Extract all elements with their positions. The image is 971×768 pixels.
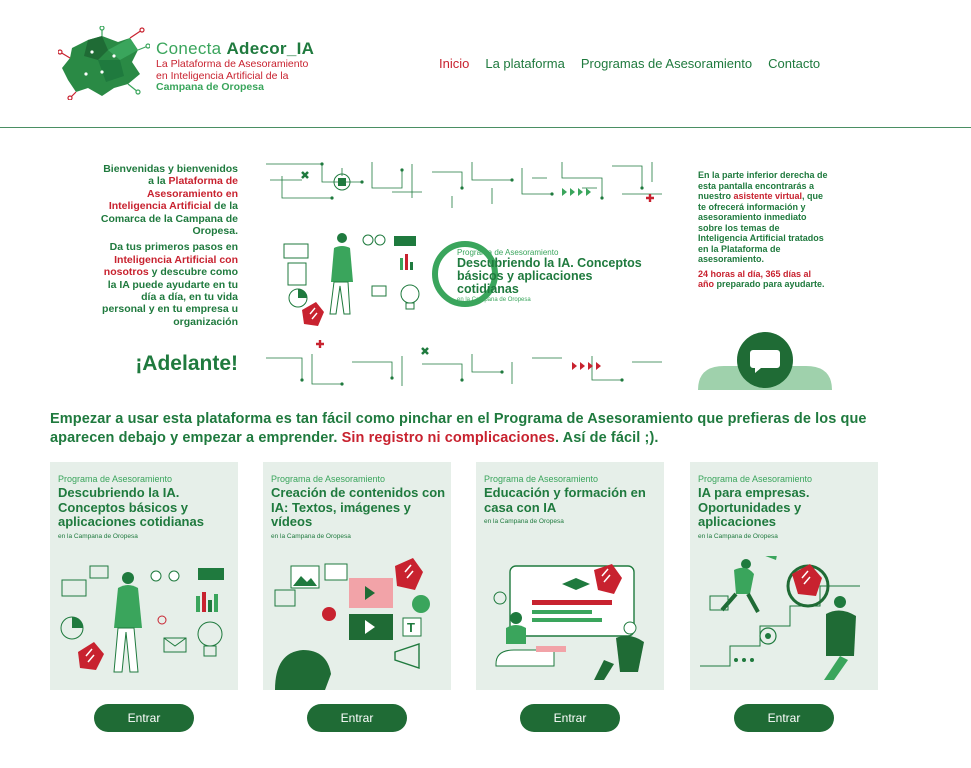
person-phone-illustration <box>284 233 419 326</box>
welcome-paragraph-1: Bienvenidas y bienvenidos a la Plataforma de Asesoramiento en Inteligencia Artificial de la Comarca de la Campana de Oropesa. <box>100 163 238 238</box>
brand-title: Conecta Adecor_IA <box>156 39 315 58</box>
card-title: IA para empresas. Oportunidades y aplicaciones en la Campana de Oropesa <box>698 486 874 544</box>
brand-subtitle: La Plataforma de Asesoramiento <box>156 58 309 70</box>
chat-bubble-icon[interactable] <box>737 332 793 388</box>
brand-subtitle-line2: en Inteligencia Artificial de la <box>156 70 289 82</box>
card-pre: Programa de Asesoramiento <box>698 474 813 484</box>
card-illustration <box>476 556 664 690</box>
program-card-descubriendo[interactable] <box>50 462 238 690</box>
video-caption-pre: Programa de Asesoramiento <box>457 248 559 257</box>
welcome-text <box>96 163 238 328</box>
card-illustration <box>263 556 451 690</box>
nav-item-la-plataforma[interactable]: La plataforma <box>485 56 565 71</box>
video-caption-title: Descubriendo la IA. Conceptos básicos y aplicaciones cotidianas <box>457 256 642 296</box>
cta-heading: ¡Adelante! <box>135 352 238 375</box>
virtual-assistant-graphic[interactable] <box>698 330 832 390</box>
brand-block[interactable] <box>156 40 376 93</box>
enter-button-educacion[interactable]: Entrar <box>520 704 620 732</box>
map-network-logo[interactable] <box>58 26 150 100</box>
assistant-paragraph-2: 24 horas al día, 365 días al año preparado para ayudarte. <box>698 268 825 289</box>
enter-button-empresas[interactable]: Entrar <box>734 704 834 732</box>
card-illustration <box>690 556 878 690</box>
card-location: en la Campana de Oropesa <box>58 532 138 540</box>
program-card-empresas[interactable] <box>690 462 878 690</box>
card-pre: Programa de Asesoramiento <box>271 474 386 484</box>
welcome-paragraph-2: Da tus primeros pasos en Inteligencia Artificial con nosotros y descubre como la IA puede ayudarte en tu día a día, en tu vida personal y en tu empresa u organización <box>102 241 238 328</box>
card-pre: Programa de Asesoramiento <box>484 474 599 484</box>
video-caption-location: en la Campana de Oropesa <box>457 297 531 303</box>
enter-button-descubriendo[interactable]: Entrar <box>94 704 194 732</box>
circuit-top-pattern <box>266 162 662 208</box>
brand-subtitle-line3: Campana de Oropesa <box>156 81 264 93</box>
card-title: Creación de contenidos con IA: Textos, imágenes y vídeos en la Campana de Oropesa <box>271 486 447 544</box>
svg-text:T: T <box>407 620 415 635</box>
card-title: Educación y formación en casa con IA en la Campana de Oropesa <box>484 486 660 530</box>
card-location: en la Campana de Oropesa <box>698 532 778 540</box>
assistant-paragraph-1: En la parte inferior derecha de esta pantalla encontrarás a nuestro asistente virtual, que te ofrecerá información y asesoramiento inmediato sobre los temas de Inteligencia Artificial tratados en la Plataforma de asesoramiento. <box>698 170 828 264</box>
card-location: en la Campana de Oropesa <box>484 518 564 525</box>
nav-item-contacto[interactable]: Contacto <box>768 56 821 71</box>
card-illustration <box>50 556 238 690</box>
site-header <box>0 0 971 128</box>
video-caption <box>457 248 657 303</box>
program-card-educacion[interactable] <box>476 462 664 690</box>
how-to-start-text: Empezar a usar esta plataforma es tan fácil como pinchar en el Programa de Asesoramiento que prefieras de los que aparecen debajo y empezar a emprender. Sin registro ni complicaciones. Así de fácil ;). <box>50 411 867 446</box>
enter-button-creacion[interactable]: Entrar <box>307 704 407 732</box>
nav-item-inicio[interactable]: Inicio <box>439 56 470 71</box>
program-card-creacion[interactable] <box>263 462 451 690</box>
circuit-bottom-pattern <box>266 354 662 386</box>
card-title: Descubriendo la IA. Conceptos básicos y aplicaciones cotidianas en la Campana de Oropesa <box>58 486 234 544</box>
card-pre: Programa de Asesoramiento <box>58 474 173 484</box>
main-nav <box>439 56 820 71</box>
card-location: en la Campana de Oropesa <box>271 532 351 540</box>
assistant-info <box>698 170 828 290</box>
nav-item-programas[interactable]: Programas de Asesoramiento <box>580 56 753 71</box>
